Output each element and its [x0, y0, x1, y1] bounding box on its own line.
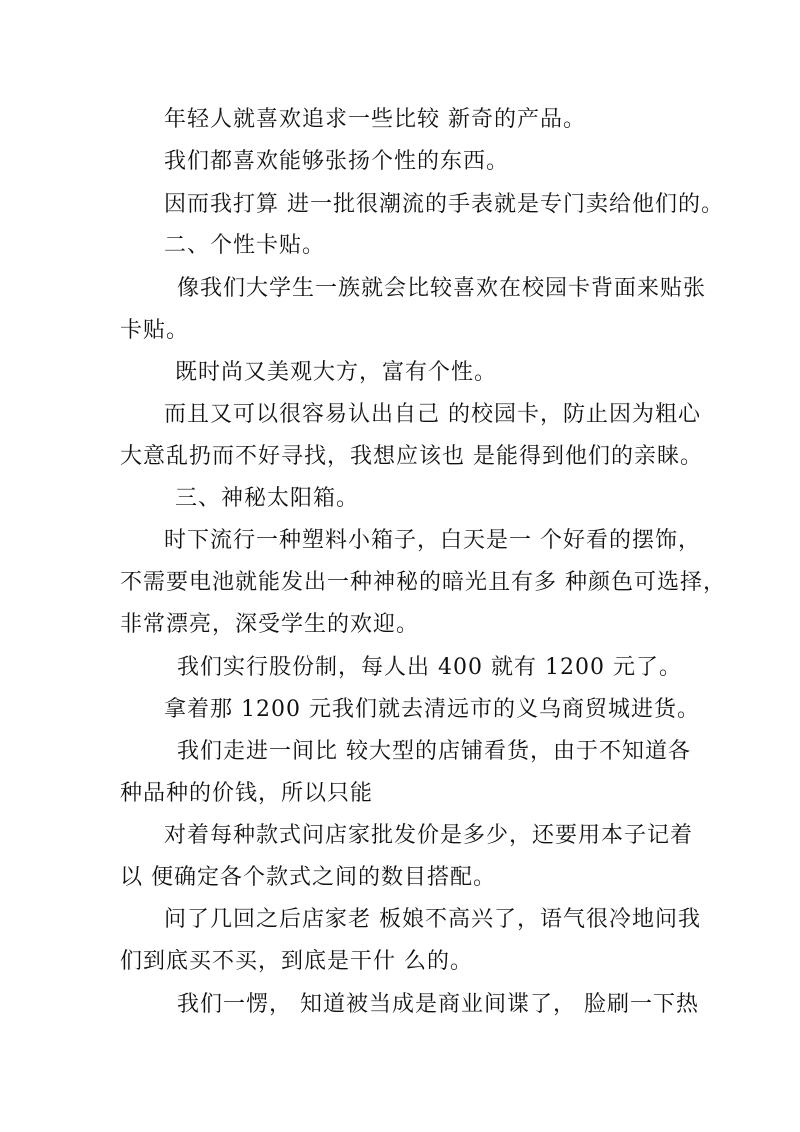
- text-line: 年轻人就喜欢追求一些比较 新奇的产品。: [164, 107, 586, 132]
- text-line: 大意乱扔而不好寻找，我想应该也 是能得到他们的亲睐。: [120, 444, 703, 469]
- text-line: 我们实行股份制，每人出 400 就有 1200 元了。: [177, 655, 682, 680]
- text-line: 我们都喜欢能够张扬个性的东西。: [164, 149, 510, 174]
- text-line: 问了几回之后店家老 板娘不高兴了，语气很冷地问我: [164, 907, 701, 932]
- text-line: 不需要电池就能发出一种神秘的暗光且有多 种颜色可选择，: [120, 570, 726, 595]
- text-line: 拿着那 1200 元我们就去清远市的义乌商贸城进货。: [164, 697, 700, 722]
- text-line: 我们走进一间比 较大型的店铺看货，由于不知道各: [177, 739, 691, 764]
- text-line: 们到底买不买，到底是干什 么的。: [120, 949, 473, 974]
- text-line: 以 便确定各个款式之间的数目搭配。: [120, 865, 496, 890]
- text-line: 时下流行一种塑料小箱子，白天是一 个好看的摆饰，: [164, 528, 701, 553]
- section-heading: 二、个性卡贴。: [164, 233, 326, 258]
- text-line: 卡贴。: [120, 318, 190, 343]
- text-line: 种品种的价钱，所以只能: [120, 781, 374, 806]
- text-line: 像我们大学生一族就会比较喜欢在校园卡背面来贴张: [177, 276, 707, 301]
- text-line: 因而我打算 进一批很潮流的手表就是专门卖给他们的。: [164, 192, 724, 217]
- text-line: 既时尚又美观大方，富有个性。: [175, 360, 498, 385]
- section-heading: 三、神秘太阳箱。: [175, 486, 360, 511]
- text-line: 而且又可以很容易认出自己 的校园卡，防止因为粗心: [164, 402, 701, 427]
- text-line: 我们一愣， 知道被当成是商业间谍了， 脸刷一下热: [177, 992, 699, 1017]
- text-line: 对着每种款式问店家批发价是多少，还要用本子记着: [164, 823, 694, 848]
- text-line: 非常漂亮，深受学生的欢迎。: [120, 612, 420, 637]
